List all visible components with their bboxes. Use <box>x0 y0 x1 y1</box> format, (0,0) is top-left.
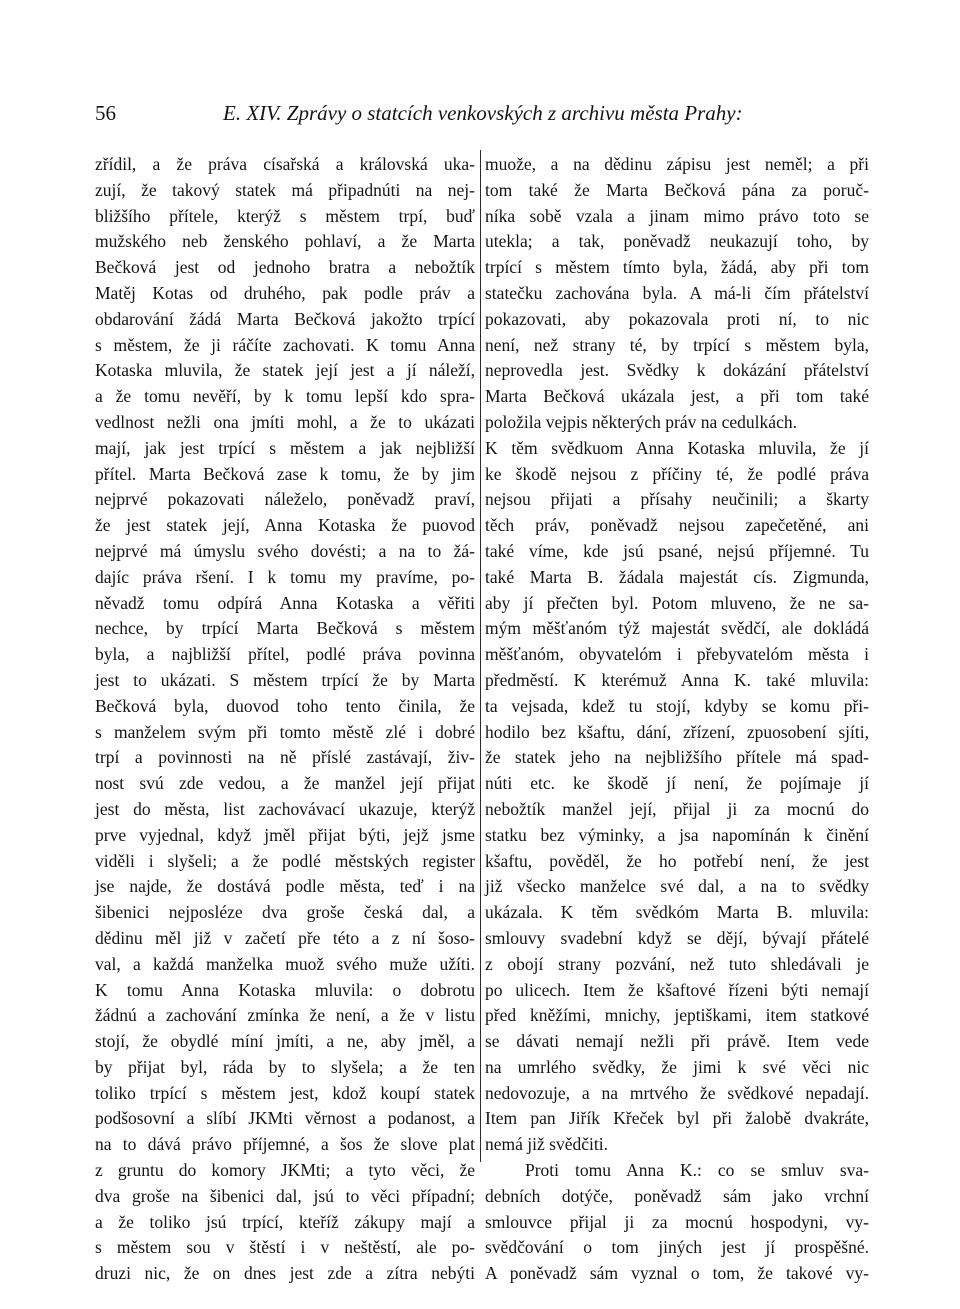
text-line: nejsou přijati a přísahy neučinili; a škarty <box>485 489 869 510</box>
text-line: mají, jak jest trpící s městem a jak nejbližší <box>95 437 475 458</box>
text-line: se dávati nemají nežli při právě. Item vede <box>485 1031 869 1052</box>
text-line: Item pan Jiřík Křeček byl při žalobě dvakráte, <box>485 1108 869 1129</box>
text-line: jest do města, list zachovávací ukazuje, kterýž <box>95 798 475 819</box>
text-line: toliko trpící s městem jest, kdož koupí statek <box>95 1082 475 1103</box>
text-line: smlouvy svadební když se dějí, bývají přátelé <box>485 927 869 948</box>
text-line: dva groše na šibenici dal, jsú to věci případní; <box>95 1185 475 1206</box>
text-line: trpí a povinnosti na ně příslé zastávají, živ- <box>95 747 475 768</box>
text-line: obdarování žádá Marta Bečková jakožto trpící <box>95 308 475 329</box>
text-line: na to dává právo příjemné, a šos že slove plat <box>95 1134 475 1155</box>
text-line: by přijat byl, ráda by to slyšela; a že ten <box>95 1056 475 1077</box>
text-line: muože, a na dědinu zápisu jest neměl; a při <box>485 154 869 174</box>
text-line: ke škodě nejsou z příčiny té, že podlé práva <box>485 463 869 484</box>
text-line: také Marta B. žádala majestát cís. Zigmunda, <box>485 566 869 587</box>
text-line: s městem sou v štěstí i v neštěstí, ale po- <box>95 1237 475 1258</box>
text-line: jse najde, že dostává podle města, teď i na <box>95 876 475 897</box>
text-line: aby jí přečten byl. Potom mluveno, že ne sa- <box>485 592 869 613</box>
text-line: předměstí. K kterémuž Anna K. také mluvila: <box>485 669 869 690</box>
text-line: není, než strany té, by trpící s městem byla, <box>485 334 869 355</box>
text-line: po ulicech. Item že kšaftové řízeni býti nemají <box>485 979 869 1000</box>
text-line: statečku zachována byla. A má-li čím přátelství <box>485 282 869 303</box>
text-line: ukázala. K těm svědkóm Marta B. mluvila: <box>485 902 869 923</box>
text-line: mužského neb ženského pohlaví, a že Marta <box>95 231 475 252</box>
text-line: nedovozuje, a na mrtvého že svědkové nepadají. <box>485 1082 869 1103</box>
text-line: Marta Bečková ukázala jest, a při tom také <box>485 386 869 407</box>
text-line: val, a každá manželka muož svého muže užíti. <box>95 953 475 974</box>
text-line: smlouvce přijal ji za mocnú hospodyni, vy- <box>485 1211 869 1232</box>
text-line: něvadž tomu odpírá Anna Kotaska a věřiti <box>95 592 475 613</box>
text-line: nejprvé pokazovati náleželo, poněvadž praví, <box>95 489 475 510</box>
text-line: dajíc práva ršení. I k tomu my pravíme, po- <box>95 566 475 587</box>
text-line: A poněvadž sám vyznal o tom, že takové vy- <box>485 1263 869 1284</box>
text-line: kšaftu, pověděl, že ho potřebí není, že jest <box>485 850 869 871</box>
text-line: tom také že Marta Bečková pána za poruč- <box>485 179 869 200</box>
page-number: 56 <box>95 101 116 125</box>
text-line: a že toliko jsú trpící, kteříž zákupy mají a <box>95 1211 475 1232</box>
text-line: také víme, kde jsú psané, nejsú příjemné. Tu <box>485 540 869 561</box>
text-line: K těm svědkuom Anna Kotaska mluvila, že jí <box>485 437 869 458</box>
text-line: viděli i slyšeli; a že podlé městských register <box>95 850 475 871</box>
text-line: že statek jeho na nejbližšího přítele má spad- <box>485 747 869 768</box>
text-line: nost svú zde vedou, a že manžel její přijat <box>95 773 475 794</box>
text-line: nebožtík manžel její, přijal ji za mocnú do <box>485 798 869 819</box>
text-line: mým měšťanóm týž majestát svědčí, ale dokládá <box>485 618 869 639</box>
text-line: již všecko manželce své dal, a na to svědky <box>485 876 869 897</box>
left-text-column <box>95 152 475 1287</box>
text-line: prve vyjednal, když jměl přijat býti, jejž jsme <box>95 824 475 845</box>
text-line: nechce, by trpící Marta Bečková s městem <box>95 618 475 639</box>
text-line: pokazovati, aby pokazovala proti ní, to nic <box>485 308 869 329</box>
right-text-column <box>485 152 869 1287</box>
running-title: E. XIV. Zprávy o statcích venkovských z archivu města Prahy: <box>223 101 743 125</box>
text-line: dědinu měl již v začetí pře této a z ní šoso- <box>95 927 475 948</box>
text-line: podšosovní a slíbí JKMti věrnost a podanost, a <box>95 1108 475 1129</box>
text-line: Bečková byla, duovod toho tento činila, že <box>95 695 475 716</box>
text-line: s městem, že ji ráčíte zachovati. K tomu Anna <box>95 334 475 355</box>
text-line: stojí, že obydlé míní jmíti, a ne, aby jměl, a <box>95 1031 475 1052</box>
text-line: níka sobě vzala a jinam mimo právo toto se <box>485 205 869 226</box>
text-line: přítel. Marta Bečková zase k tomu, že by jim <box>95 463 475 484</box>
text-line: Kotaska mluvila, že statek její jest a jí náleží, <box>95 360 475 381</box>
text-line: vedlnost nežli ona jmíti mohl, a že to ukázati <box>95 411 475 432</box>
text-line: nemá již svědčiti. <box>485 1134 608 1155</box>
text-line: před kněžími, mnichy, jeptiškami, item statkové <box>485 1005 869 1026</box>
text-line: utekla; a tak, poněvadž neukazují toho, by <box>485 231 869 252</box>
text-line: a že tomu nevěří, by k tomu lepší kdo spra- <box>95 386 475 407</box>
text-line: bližšího přítele, kterýž s městem trpí, buď <box>95 205 475 226</box>
text-line: hodilo bez kšaftu, dání, zřízení, zpuosobení sjíti, <box>485 721 869 742</box>
text-line: druzi nic, že on dnes jest zde a zítra nebýti <box>95 1263 475 1284</box>
text-line: statku bez výminky, a jsa napomínán k činění <box>485 824 869 845</box>
text-line: Proti tomu Anna K.: co se smluv sva- <box>525 1160 869 1181</box>
text-line: debních dotýče, poněvadž sám jako vrchní <box>485 1185 869 1206</box>
text-line: s manželem svým při tomto městě zlé i dobré <box>95 721 475 742</box>
text-line: z gruntu do komory JKMti; a tyto věci, že <box>95 1160 475 1181</box>
text-line: že jest statek její, Anna Kotaska že puovod <box>95 515 475 536</box>
text-line: byla, a najbližší přítel, podlé práva povinna <box>95 644 475 665</box>
text-line: Matěj Kotas od druhého, pak podle práv a <box>95 282 475 303</box>
text-line: šibenici nejposléze dva groše česká dal, a <box>95 902 475 923</box>
text-line: trpící s městem tímto byla, žádá, aby při tom <box>485 257 869 278</box>
text-line: nejprvé má úmyslu svého dovésti; a na to žá- <box>95 540 475 561</box>
text-line: měšťanóm, obyvatelóm i přebyvatelóm města i <box>485 644 869 665</box>
text-line: žádnú a zachování zmínka že není, a že v listu <box>95 1005 475 1026</box>
running-header <box>95 98 875 128</box>
text-line: K tomu Anna Kotaska mluvila: o dobrotu <box>95 979 475 1000</box>
text-line: z obojí strany pozvání, než tuto shledávali je <box>485 953 869 974</box>
text-line: na umrlého svědky, že jimi k své věci nic <box>485 1056 869 1077</box>
text-line: núti etc. ke škodě jí není, že pojímaje jí <box>485 773 869 794</box>
text-line: položila vejpis některých práv na cedulkách. <box>485 411 797 432</box>
text-line: neprovedla jest. Svědky k dokázání přátelství <box>485 360 869 381</box>
text-line: Bečková jest od jednoho bratra a nebožtík <box>95 257 475 278</box>
column-divider <box>480 150 481 1162</box>
text-line: ta vejsada, kdež tu stojí, kdyby se komu při- <box>485 695 869 716</box>
text-line: jest to ukázati. S městem trpící že by Marta <box>95 669 475 690</box>
text-line: svědčování o tom jiných jest jí prospěšné. <box>485 1237 869 1258</box>
text-line: zřídil, a že práva císařská a královská uka- <box>95 154 475 174</box>
text-line: těch práv, poněvadž nejsou zapečetěné, ani <box>485 515 869 536</box>
text-line: zují, že takový statek má připadnúti na nej- <box>95 179 475 200</box>
